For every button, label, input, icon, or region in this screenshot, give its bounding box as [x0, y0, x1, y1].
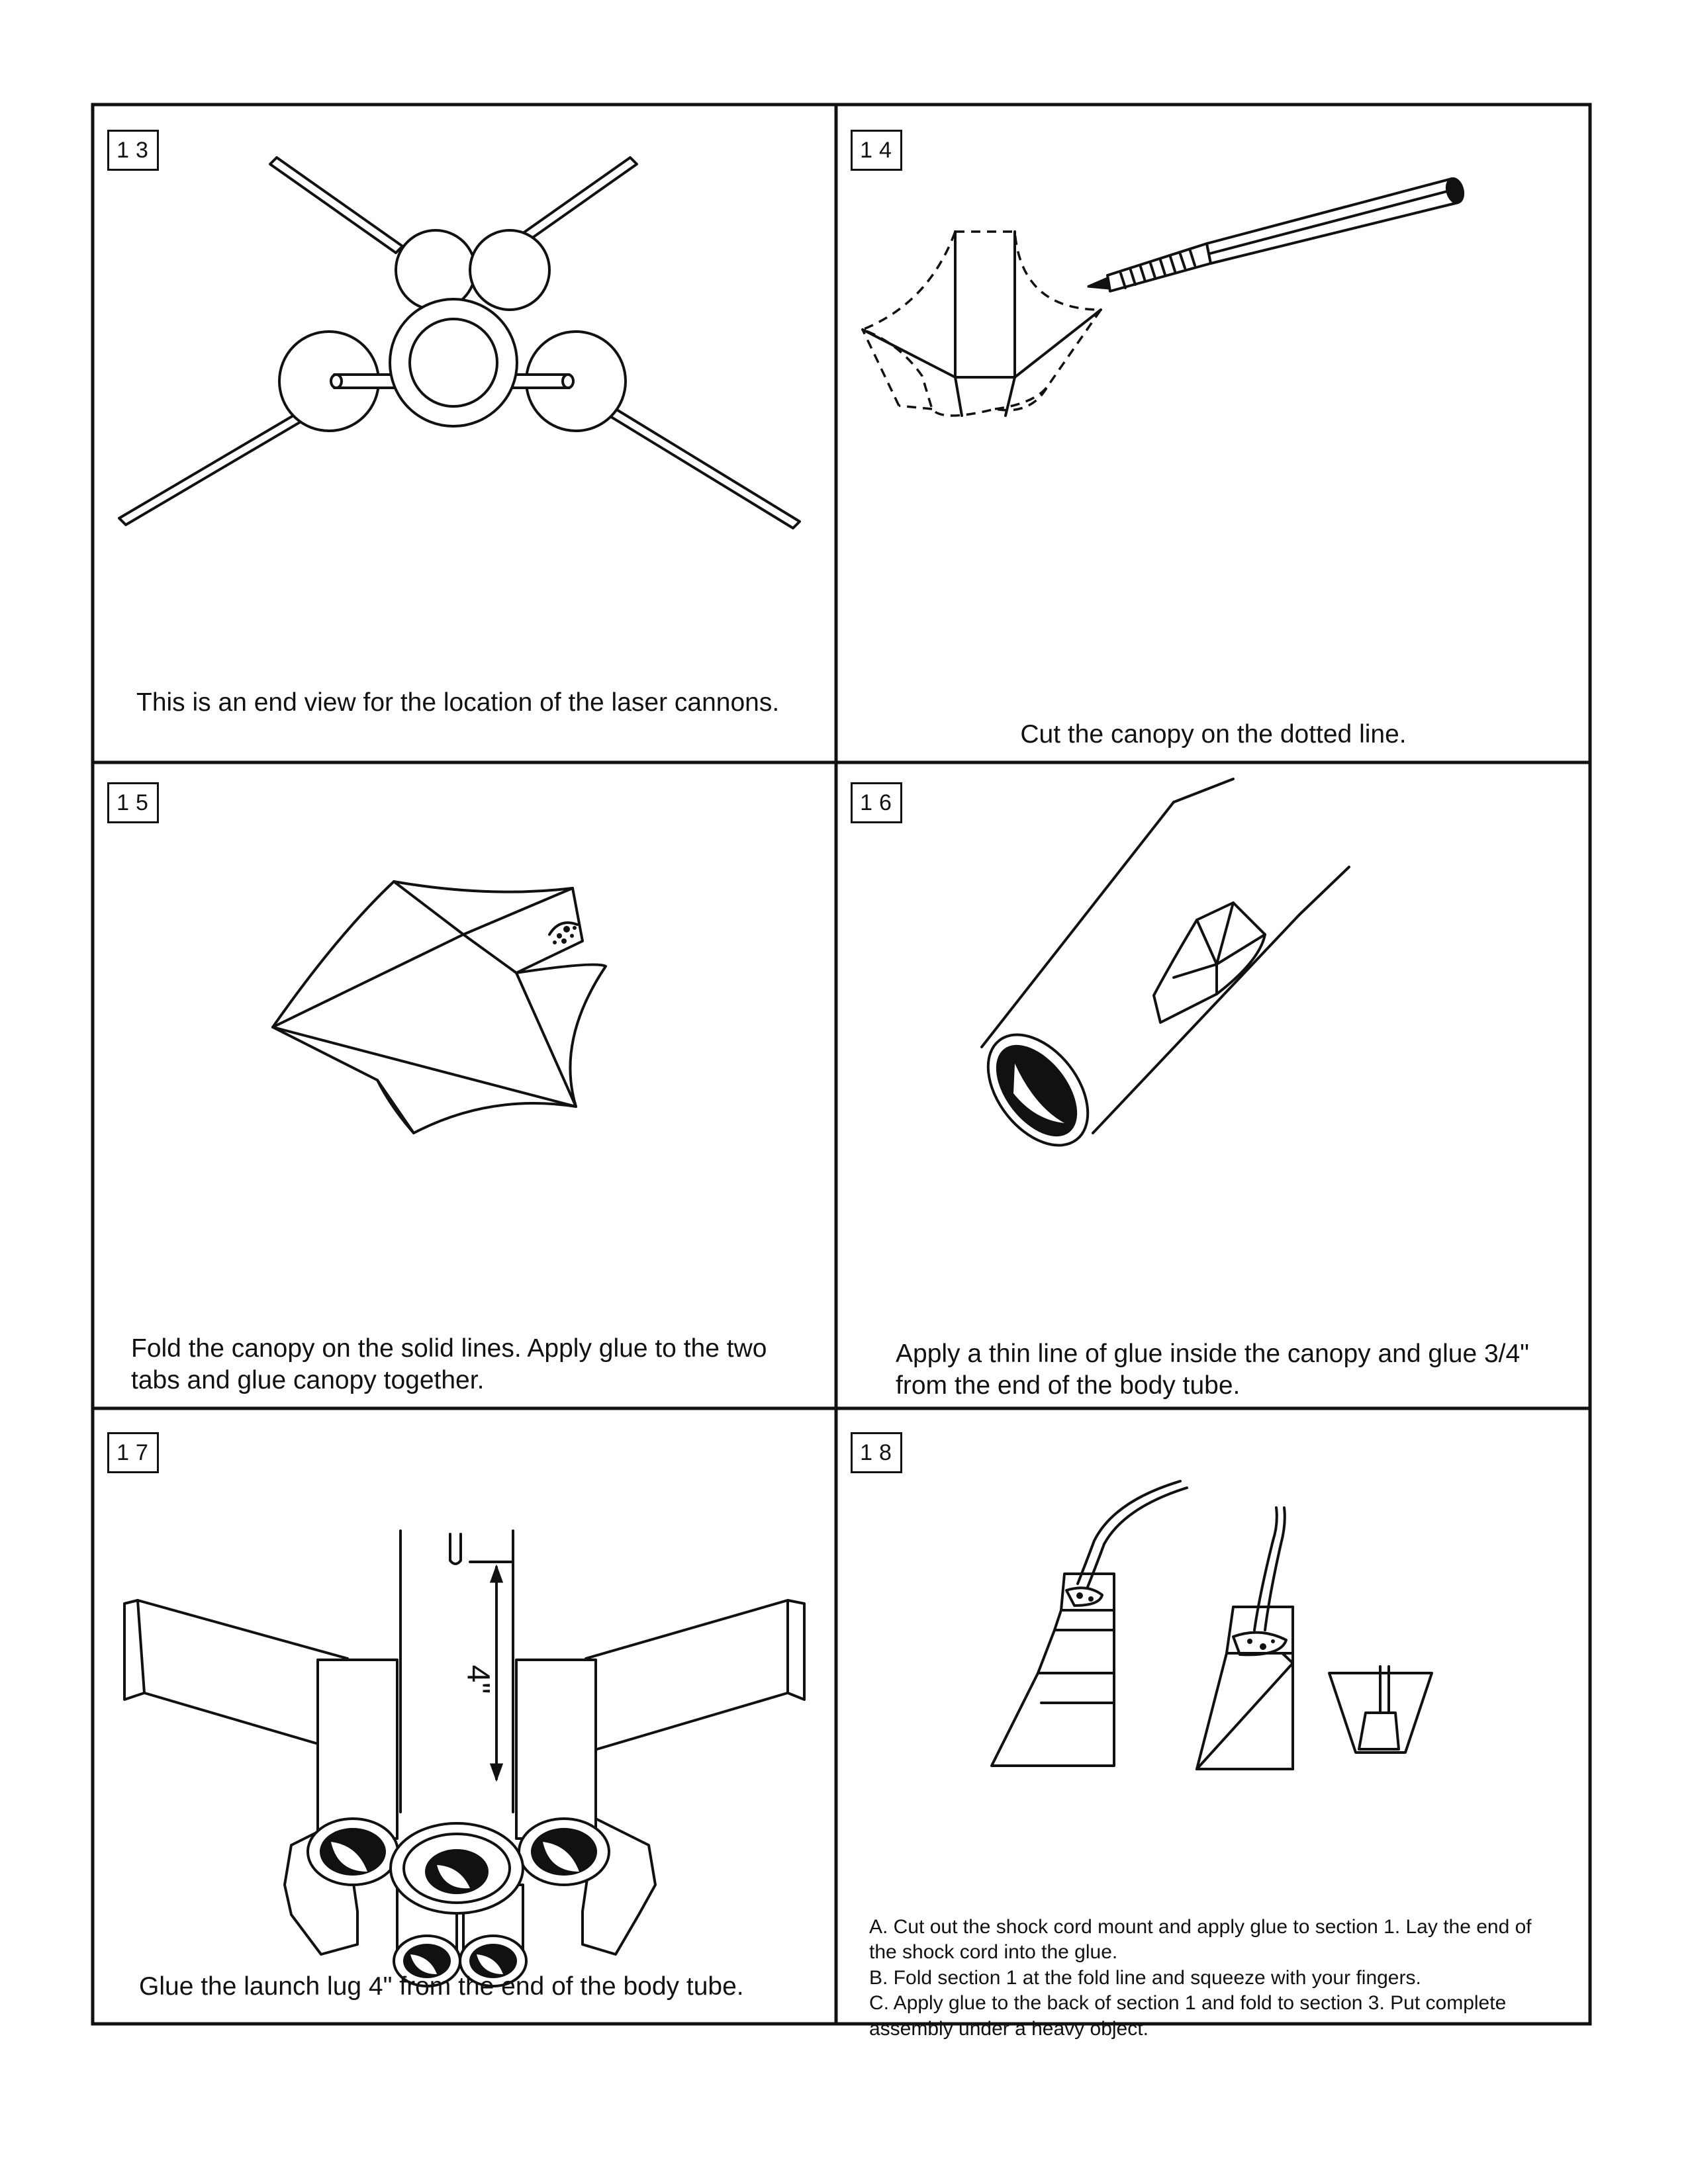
launch-lug-placement-diagram — [93, 1408, 836, 2024]
folded-canopy-diagram — [93, 762, 836, 1408]
step-18-number: 18 — [851, 1432, 902, 1473]
step-17-panel — [93, 1408, 836, 2024]
step-18-panel — [836, 1408, 1590, 2040]
step-18-caption-a: A. Cut out the shock cord mount and apply glue to section 1. Lay the end of the shock cord into the glue. — [869, 1916, 1532, 1964]
step-13-panel — [93, 105, 836, 762]
step-18-caption — [869, 1915, 1544, 2042]
step-15-caption: Fold the canopy on the solid lines. Apply glue to the two tabs and glue canopy together. — [131, 1334, 767, 1394]
step-14-number: 14 — [851, 130, 902, 171]
step-17-number: 17 — [107, 1432, 159, 1473]
step-14-caption: Cut the canopy on the dotted line. — [1020, 720, 1407, 749]
step-16-number: 16 — [851, 782, 902, 823]
launch-lug-dimension-label: 4" — [460, 1664, 496, 1694]
step-16-caption: Apply a thin line of glue inside the canopy and glue 3/4" from the end of the body tube. — [896, 1340, 1530, 1400]
step-16-panel — [836, 762, 1590, 1408]
step-13-number: 13 — [107, 130, 159, 171]
step-18-caption-c: C. Apply glue to the back of section 1 and fold to section 3. Put complete assembly under a heavy object. — [869, 1992, 1507, 2040]
step-18-caption-b: B. Fold section 1 at the fold line and squeeze with your fingers. — [869, 1966, 1421, 1989]
step-14-panel — [836, 105, 1590, 762]
canopy-cutout-diagram — [836, 105, 1590, 762]
step-15-number: 15 — [107, 782, 159, 823]
step-15-panel — [93, 762, 836, 1408]
laser-cannon-end-view-diagram — [93, 105, 836, 762]
step-17-caption: Glue the launch lug 4" from the end of the body tube. — [139, 1972, 744, 2001]
step-13-caption: This is an end view for the location of the laser cannons. — [136, 688, 780, 717]
canopy-on-body-tube-diagram — [836, 762, 1590, 1408]
